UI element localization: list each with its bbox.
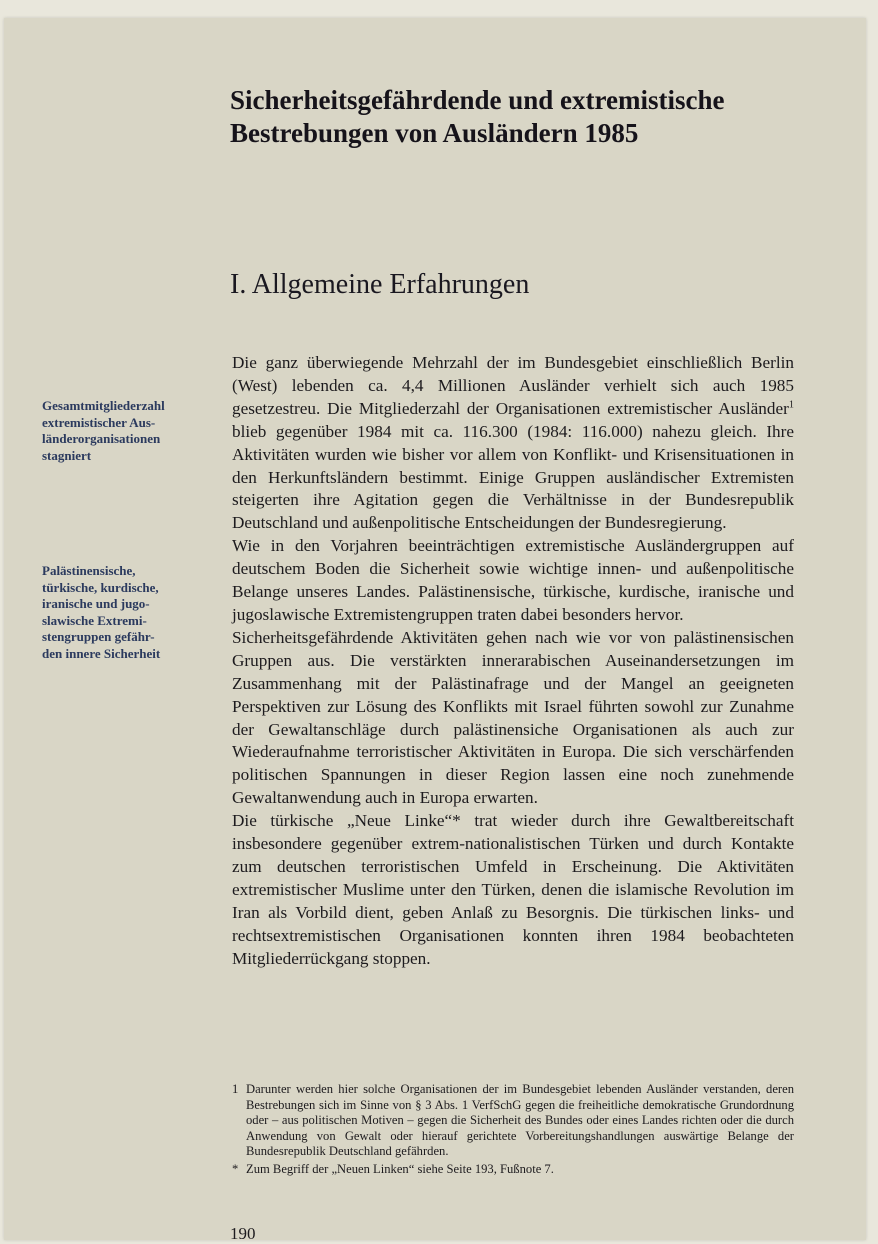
paragraph: Die türkische „Neue Linke“* trat wieder durch ihre Gewaltbereitschaft insbesondere gegenüber extrem-nationalistischen Türken und durch Kontakte zum deutschen terroristischen Umfeld in Erscheinung. Die Aktivitäten extremistischer Muslime unter den Türken, denen die islamische Revolution im Iran als Vorbild dient, geben Anlaß zu Besorgnis. Die türkischen links- und rechtsextremistischen Organisationen konnten ihren 1984 beobachteten Mitgliederrückgang stoppen. — [232, 811, 794, 968]
footnote-mark: * — [232, 1161, 239, 1176]
footnote-mark: 1 — [232, 1082, 239, 1096]
margin-note-line: Palästinensische, — [42, 563, 136, 578]
footnote-text: Zum Begriff der „Neuen Linken“ siehe Seite 193, Fußnote 7. — [246, 1161, 554, 1176]
margin-note-line: stengruppen gefähr- — [42, 629, 155, 644]
footnote-reference: 1 — [788, 399, 794, 411]
margin-note-line: stagniert — [42, 447, 92, 463]
margin-note-extremist-groups — [42, 563, 207, 662]
footnote-text: Darunter werden hier solche Organisationen der im Bundesgebiet lebenden Ausländer verstanden, deren Bestrebungen sich im Sinne von § 3 Abs. 1 VerfSchG gegen die freiheitliche demokratische Grundordnung oder – aus politischen Motiven – gegen die Sicherheit des Bundes oder eines Landes richten oder die durch Anwendung von Gewalt oder hierauf gerichtete Vorbereitungshandlungen auswärtige Belange der Bundesrepublik Deutschland gefährden. — [246, 1082, 794, 1159]
footnote — [232, 1082, 794, 1160]
paragraph — [232, 352, 794, 535]
title-line-1: Sicherheitsgefährdende und extremistische — [230, 85, 725, 115]
margin-note-line: Gesamtmitgliederzahl — [42, 398, 165, 413]
document-page — [4, 18, 866, 1243]
margin-note-line: slawische Extremi- — [42, 612, 147, 628]
paragraph: Sicherheitsgefährdende Aktivitäten gehen nach wie vor von palästinensischen Gruppen aus. Die verstärkten innerarabischen Auseinandersetzungen im Zusammenhang mit der Palästinafrage und der Mangel an geeigneten Perspektiven zur Lösung des Konflikts mit Israel führten sowohl zur Zunahme der Gewaltanschläge durch palästinensiche Organisationen als auch zur Wiederaufnahme terroristischer Aktivitäten in Europa. Die sich verschärfenden politischen Spannungen in dieser Region lassen eine noch zunehmende Gewaltanwendung auch in Europa erwarten. — [232, 627, 794, 808]
title-line-2: Bestrebungen von Ausländern 1985 — [230, 118, 639, 148]
margin-note-line: iranische und jugo- — [42, 596, 150, 611]
document-title — [230, 84, 830, 150]
body-text — [232, 352, 794, 970]
margin-note-line: türkische, kurdische, — [42, 579, 159, 595]
paragraph: Wie in den Vorjahren beeinträchtigen extremistische Ausländergruppen auf deutschem Boden die Sicherheit sowie wichtige innen- und außenpolitische Belange unseres Landes. Palästinensische, türkische, kurdische, iranische und jugoslawische Extremistengruppen traten dabei besonders hervor. — [232, 536, 794, 624]
paragraph-text: Die ganz überwiegende Mehrzahl der im Bundesgebiet einschließlich Berlin (West) lebenden ca. 4,4 Millionen Ausländer verhielt sich auch 1985 gesetzestreu. Die Mitgliederzahl der Organisationen extremistischer Ausländer — [232, 353, 794, 418]
margin-note-line: länderorganisationen — [42, 431, 161, 446]
margin-note-line: den innere Sicherheit — [42, 645, 161, 661]
margin-note-membership — [42, 398, 207, 464]
margin-note-line: extremistischer Aus- — [42, 414, 156, 430]
page-number: 190 — [230, 1224, 256, 1243]
paragraph-text: blieb gegenüber 1984 mit ca. 116.300 (1984: 116.000) nahezu gleich. Ihre Aktivitäten wurden wie bisher vor allem von Konflikt- und Krisensituationen in den Herkunftsländern bestimmt. Einige Gruppen ausländischer Extremisten steigerten ihre Agitation gegen die Verhältnisse in der Bundesrepublik Deutschland und außenpolitische Entscheidungen der Bundesregierung. — [232, 421, 794, 533]
footnotes — [232, 1082, 794, 1180]
section-heading: I. Allgemeine Erfahrungen — [230, 269, 530, 300]
footnote — [232, 1162, 794, 1178]
